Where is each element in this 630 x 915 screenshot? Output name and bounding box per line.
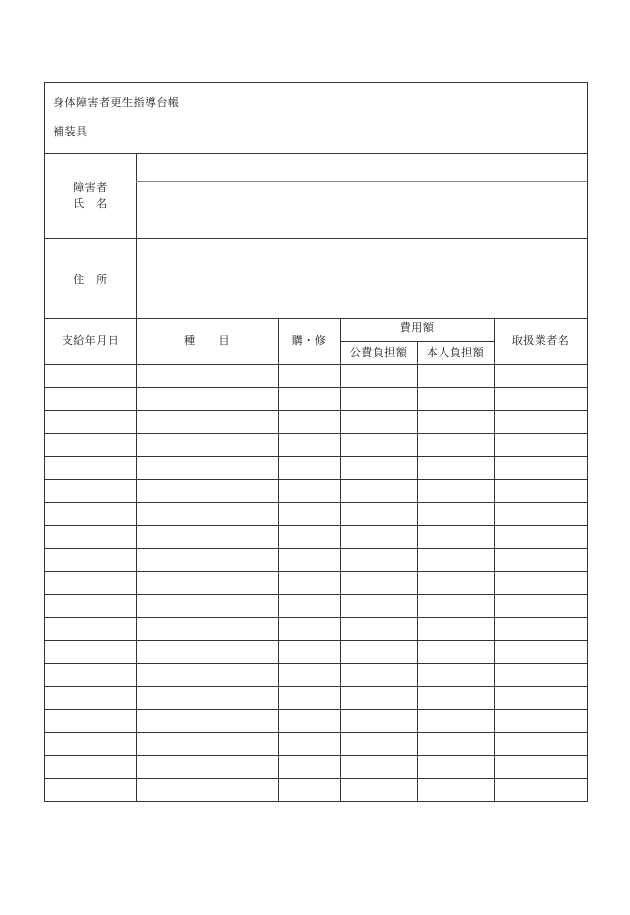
public-cost-cell[interactable] xyxy=(341,618,416,639)
self-cost-cell[interactable] xyxy=(418,549,493,570)
form-subtitle: 補装具 xyxy=(53,125,88,138)
purchase-repair-cell[interactable] xyxy=(279,365,339,386)
vendor-cell[interactable] xyxy=(495,779,586,800)
table-row xyxy=(45,732,587,755)
type-cell[interactable] xyxy=(137,595,277,616)
type-cell[interactable] xyxy=(137,457,277,478)
form-title: 身体障害者更生指導台帳 xyxy=(53,96,180,109)
date-cell[interactable] xyxy=(46,595,135,616)
type-cell[interactable] xyxy=(137,710,277,731)
table-row xyxy=(45,663,587,686)
date-cell[interactable] xyxy=(46,480,135,501)
self-cost-cell[interactable] xyxy=(418,664,493,685)
type-cell[interactable] xyxy=(137,411,277,432)
type-cell[interactable] xyxy=(137,434,277,455)
public-cost-cell[interactable] xyxy=(341,434,416,455)
date-cell[interactable] xyxy=(46,526,135,547)
date-cell[interactable] xyxy=(46,434,135,455)
divider xyxy=(45,318,587,319)
date-cell[interactable] xyxy=(46,710,135,731)
purchase-repair-cell[interactable] xyxy=(279,388,339,409)
type-cell[interactable] xyxy=(137,526,277,547)
vendor-cell[interactable] xyxy=(495,365,586,386)
date-cell[interactable] xyxy=(46,779,135,800)
vendor-cell[interactable] xyxy=(495,457,586,478)
self-cost-cell[interactable] xyxy=(418,779,493,800)
purchase-repair-cell[interactable] xyxy=(279,710,339,731)
table-row xyxy=(45,709,587,732)
purchase-repair-cell[interactable] xyxy=(279,756,339,777)
table-row xyxy=(45,571,587,594)
purchase-repair-cell[interactable] xyxy=(279,411,339,432)
purchase-repair-cell[interactable] xyxy=(279,503,339,524)
vendor-cell[interactable] xyxy=(495,687,586,708)
date-cell[interactable] xyxy=(46,572,135,593)
self-cost-cell[interactable] xyxy=(418,595,493,616)
self-cost-cell[interactable] xyxy=(418,388,493,409)
public-cost-cell[interactable] xyxy=(341,641,416,662)
self-cost-cell[interactable] xyxy=(418,526,493,547)
divider xyxy=(45,801,587,802)
vendor-cell[interactable] xyxy=(495,526,586,547)
divider xyxy=(45,153,587,154)
vendor-cell[interactable] xyxy=(495,641,586,662)
public-cost-cell[interactable] xyxy=(341,572,416,593)
table-row xyxy=(45,456,587,479)
purchase-repair-cell[interactable] xyxy=(279,733,339,754)
self-cost-cell[interactable] xyxy=(418,641,493,662)
col-header-vendor: 取扱業者名 xyxy=(511,334,570,347)
purchase-repair-cell[interactable] xyxy=(279,572,339,593)
type-cell[interactable] xyxy=(137,779,277,800)
col-header-self-cost: 本人負担額 xyxy=(426,346,485,359)
date-cell[interactable] xyxy=(46,687,135,708)
purchase-repair-cell[interactable] xyxy=(279,526,339,547)
purchase-repair-cell[interactable] xyxy=(279,779,339,800)
date-cell[interactable] xyxy=(46,365,135,386)
purchase-repair-cell[interactable] xyxy=(279,457,339,478)
type-cell[interactable] xyxy=(137,365,277,386)
public-cost-cell[interactable] xyxy=(341,733,416,754)
public-cost-cell[interactable] xyxy=(341,595,416,616)
table-row xyxy=(45,502,587,525)
purchase-repair-cell[interactable] xyxy=(279,641,339,662)
table-row xyxy=(45,433,587,456)
vendor-cell[interactable] xyxy=(495,411,586,432)
table-row xyxy=(45,364,587,387)
col-header-cost-group: 費用額 xyxy=(399,321,435,334)
date-cell[interactable] xyxy=(46,549,135,570)
public-cost-cell[interactable] xyxy=(341,687,416,708)
table-row xyxy=(45,548,587,571)
vendor-cell[interactable] xyxy=(495,388,586,409)
type-cell[interactable] xyxy=(137,480,277,501)
type-cell[interactable] xyxy=(137,572,277,593)
table-row xyxy=(45,525,587,548)
col-header-date: 支給年月日 xyxy=(61,334,120,347)
col-header-purchase-repair: 購・修 xyxy=(291,334,327,347)
type-cell[interactable] xyxy=(137,733,277,754)
self-cost-cell[interactable] xyxy=(418,687,493,708)
public-cost-cell[interactable] xyxy=(341,664,416,685)
type-cell[interactable] xyxy=(137,756,277,777)
date-cell[interactable] xyxy=(46,733,135,754)
vendor-cell[interactable] xyxy=(495,549,586,570)
public-cost-cell[interactable] xyxy=(341,779,416,800)
name-label-line1: 障害者 xyxy=(73,181,108,194)
vendor-cell[interactable] xyxy=(495,756,586,777)
vendor-cell[interactable] xyxy=(495,710,586,731)
self-cost-cell[interactable] xyxy=(418,365,493,386)
public-cost-cell[interactable] xyxy=(341,388,416,409)
type-cell[interactable] xyxy=(137,618,277,639)
self-cost-cell[interactable] xyxy=(418,503,493,524)
public-cost-cell[interactable] xyxy=(341,365,416,386)
public-cost-cell[interactable] xyxy=(341,411,416,432)
table-row xyxy=(45,410,587,433)
date-cell[interactable] xyxy=(46,411,135,432)
vendor-cell[interactable] xyxy=(495,434,586,455)
vendor-cell[interactable] xyxy=(495,664,586,685)
self-cost-cell[interactable] xyxy=(418,457,493,478)
table-row xyxy=(45,755,587,778)
type-cell[interactable] xyxy=(137,388,277,409)
vendor-cell[interactable] xyxy=(495,503,586,524)
public-cost-cell[interactable] xyxy=(341,480,416,501)
date-cell[interactable] xyxy=(46,641,135,662)
date-cell[interactable] xyxy=(46,457,135,478)
date-cell[interactable] xyxy=(46,618,135,639)
date-cell[interactable] xyxy=(46,756,135,777)
purchase-repair-cell[interactable] xyxy=(279,664,339,685)
purchase-repair-cell[interactable] xyxy=(279,595,339,616)
date-cell[interactable] xyxy=(46,388,135,409)
vendor-cell[interactable] xyxy=(495,480,586,501)
type-cell[interactable] xyxy=(137,687,277,708)
purchase-repair-cell[interactable] xyxy=(279,434,339,455)
ledger-form xyxy=(44,82,588,802)
table-row xyxy=(45,686,587,709)
self-cost-cell[interactable] xyxy=(418,756,493,777)
name-field[interactable] xyxy=(137,182,587,238)
public-cost-cell[interactable] xyxy=(341,457,416,478)
address-label: 住 所 xyxy=(73,273,108,286)
public-cost-cell[interactable] xyxy=(341,756,416,777)
date-cell[interactable] xyxy=(46,503,135,524)
purchase-repair-cell[interactable] xyxy=(279,618,339,639)
col-header-public-cost: 公費負担額 xyxy=(349,346,408,359)
table-row xyxy=(45,617,587,640)
self-cost-cell[interactable] xyxy=(418,480,493,501)
self-cost-cell[interactable] xyxy=(418,710,493,731)
address-field[interactable] xyxy=(137,239,587,318)
vendor-cell[interactable] xyxy=(495,595,586,616)
table-row xyxy=(45,594,587,617)
vendor-cell[interactable] xyxy=(495,618,586,639)
purchase-repair-cell[interactable] xyxy=(279,687,339,708)
purchase-repair-cell[interactable] xyxy=(279,549,339,570)
table-row xyxy=(45,778,587,801)
self-cost-cell[interactable] xyxy=(418,618,493,639)
name-label-line2: 氏 名 xyxy=(73,197,108,210)
public-cost-cell[interactable] xyxy=(341,710,416,731)
self-cost-cell[interactable] xyxy=(418,572,493,593)
self-cost-cell[interactable] xyxy=(418,434,493,455)
public-cost-cell[interactable] xyxy=(341,503,416,524)
vendor-cell[interactable] xyxy=(495,572,586,593)
public-cost-cell[interactable] xyxy=(341,526,416,547)
table-row xyxy=(45,479,587,502)
type-cell[interactable] xyxy=(137,641,277,662)
date-cell[interactable] xyxy=(46,664,135,685)
table-row xyxy=(45,387,587,410)
public-cost-cell[interactable] xyxy=(341,549,416,570)
self-cost-cell[interactable] xyxy=(418,411,493,432)
type-cell[interactable] xyxy=(137,549,277,570)
type-cell[interactable] xyxy=(137,503,277,524)
type-cell[interactable] xyxy=(137,664,277,685)
col-header-type: 種 目 xyxy=(184,334,230,347)
purchase-repair-cell[interactable] xyxy=(279,480,339,501)
table-row xyxy=(45,640,587,663)
vendor-cell[interactable] xyxy=(495,733,586,754)
self-cost-cell[interactable] xyxy=(418,733,493,754)
